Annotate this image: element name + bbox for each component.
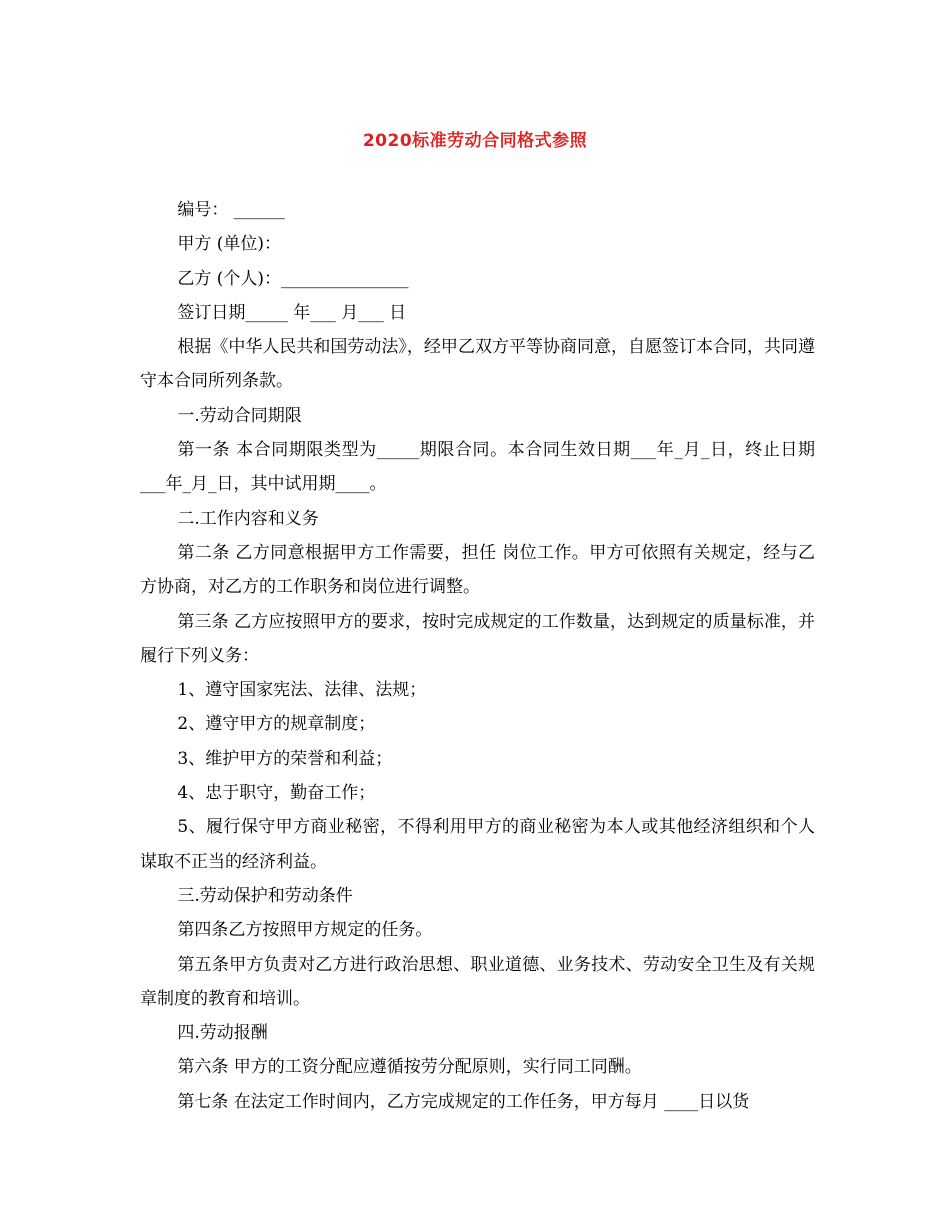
party-b-line: 乙方 (个人)：_______________ [177,268,409,289]
duty-item-5: 5、履行保守甲方商业秘密，不得利用甲方的商业秘密为本人或其他经济组织和个人谋取不正当的经济利益。 [140,817,815,872]
section-heading-1: 一.劳动合同期限 [177,405,302,426]
article-2: 第二条 乙方同意根据甲方工作需要，担任 岗位工作。甲方可依照有关规定，经与乙方协商，对乙方的工作职务和岗位进行调整。 [140,542,815,598]
article-1: 第一条 本合同期限类型为_____期限合同。本合同生效日期___年_月_日，终止日期___年_月_日，其中试用期____。 [140,440,815,495]
article-7: 第七条 在法定工作时间内，乙方完成规定的工作任务，甲方每月 ____日以货 [177,1091,750,1112]
signing-date-line: 签订日期_____ 年___ 月___ 日 [177,302,407,323]
article-6: 第六条 甲方的工资分配应遵循按劳分配原则，实行同工同酬。 [177,1057,642,1078]
document-body [140,193,815,1119]
section-heading-3: 三.劳动保护和劳动条件 [177,885,353,906]
duty-item-3: 3、维护甲方的荣誉和利益； [177,748,393,769]
article-3: 第三条 乙方应按照甲方的要求，按时完成规定的工作数量，达到规定的质量标准，并履行下列义务： [140,611,815,666]
preamble-paragraph: 根据《中华人民共和国劳动法》，经甲乙双方平等协商同意，自愿签订本合同，共同遵守本合同所列条款。 [140,337,815,392]
contract-number-line: 编号： ______ [177,200,285,220]
article-5: 第五条甲方负责对乙方进行政治思想、职业道德、业务技术、劳动安全卫生及有关规章制度的教育和培训。 [140,954,815,1009]
section-heading-2: 二.工作内容和义务 [177,508,319,529]
article-4: 第四条乙方按照甲方规定的任务。 [177,920,433,941]
duty-item-1: 1、遵守国家宪法、法律、法规； [177,680,427,701]
section-heading-4: 四.劳动报酬 [177,1023,268,1044]
duty-item-4: 4、忠于职守，勤奋工作； [177,783,376,804]
duty-item-2: 2、遵守甲方的规章制度； [177,714,376,735]
party-a-line: 甲方 (单位)： [177,234,282,255]
document-title: 2020标准劳动合同格式参照 [362,131,588,151]
